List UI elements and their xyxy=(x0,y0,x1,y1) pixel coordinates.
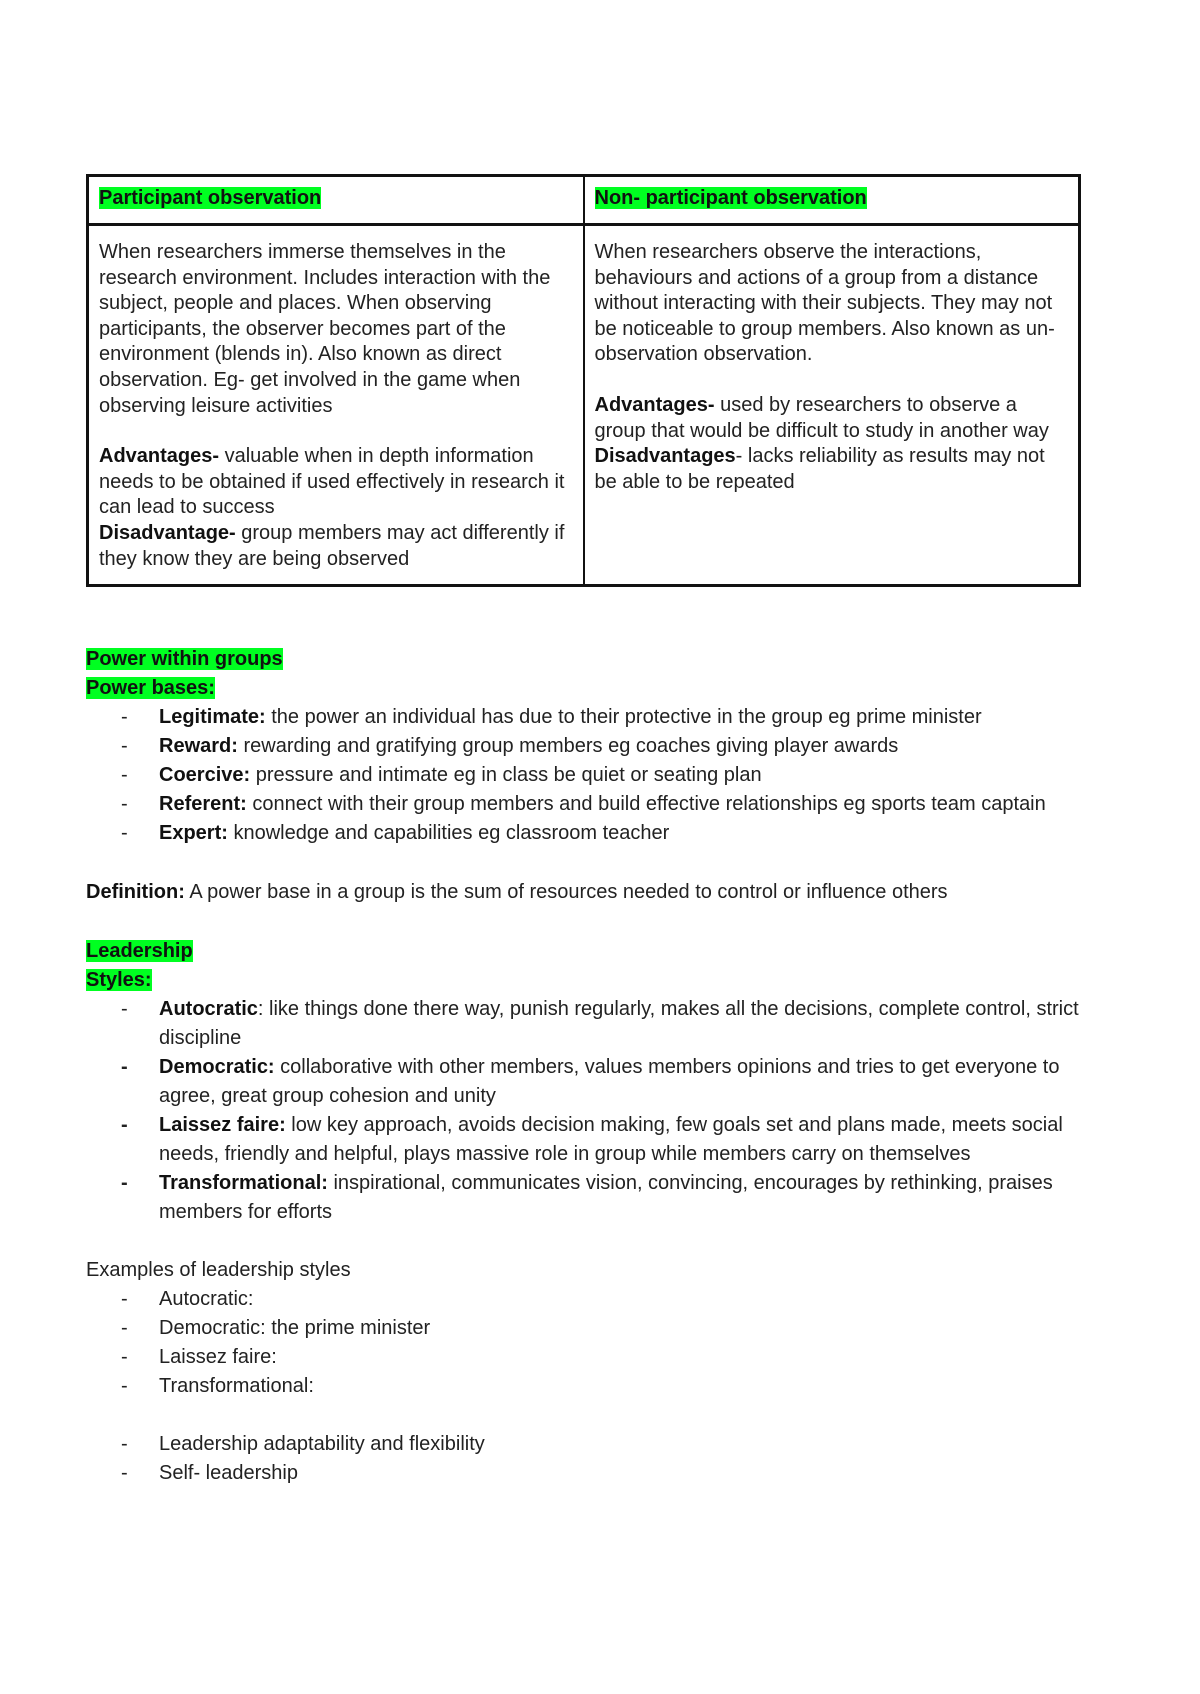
examples-title: Examples of leadership styles xyxy=(86,1259,351,1282)
table-header-non-participant: Non- participant observation xyxy=(584,176,1080,225)
list-item: - Legitimate: the power an individual has due to their protective in the group eg prime minister xyxy=(121,706,982,729)
document-page xyxy=(86,174,1081,1488)
list-item: - Laissez faire: xyxy=(121,1346,277,1369)
non-participant-intro: When researchers observe the interactions, behaviours and actions of a group from a distance without interacting with their subjects. They may not be noticeable to group members. Also known as un-observation observation. xyxy=(594,241,1055,366)
participant-advantages: Advantages- valuable when in depth information needs to be obtained if used effectively in research it can lead to success xyxy=(99,445,565,519)
power-bases-list xyxy=(86,703,1081,848)
list-item: - Autocratic: like things done there way, punish regularly, makes all the decisions, complete control, strict discipline xyxy=(121,998,1079,1050)
examples-list xyxy=(86,1285,1081,1401)
list-item: - Leadership adaptability and flexibility xyxy=(121,1433,485,1456)
list-item: - Transformational: xyxy=(121,1375,314,1398)
participant-disadvantage: Disadvantage- group members may act differently if they know they are being observed xyxy=(99,521,565,570)
non-participant-cell xyxy=(584,225,1080,586)
leadership-heading: Leadership xyxy=(86,940,193,963)
power-heading: Power within groups xyxy=(86,648,283,671)
list-item: - Laissez faire: low key approach, avoids decision making, few goals set and plans made, meets social needs, friendly and helpful, plays massive role in group while members carry on themselves xyxy=(121,1114,1063,1166)
power-definition: Definition: A power base in a group is the sum of resources needed to control or influence others xyxy=(86,881,948,904)
non-participant-disadvantages: Disadvantages- lacks reliability as results may not be able to be repeated xyxy=(594,445,1045,493)
list-item: - Referent: connect with their group members and build effective relationships eg sports team captain xyxy=(121,793,1046,816)
list-item: - Democratic: the prime minister xyxy=(121,1317,431,1340)
list-item: - Coercive: pressure and intimate eg in class be quiet or seating plan xyxy=(121,764,762,787)
list-item: - Expert: knowledge and capabilities eg classroom teacher xyxy=(121,822,670,845)
list-item: - Autocratic: xyxy=(121,1288,254,1311)
list-item: - Reward: rewarding and gratifying group members eg coaches giving player awards xyxy=(121,735,899,758)
list-item: - Democratic: collaborative with other members, values members opinions and tries to get everyone to agree, great group cohesion and unity xyxy=(121,1056,1060,1108)
non-participant-advantages: Advantages- used by researchers to observe a group that would be difficult to study in another way xyxy=(594,393,1049,442)
list-item: - Self- leadership xyxy=(121,1462,298,1485)
power-section xyxy=(86,645,1081,907)
participant-intro: When researchers immerse themselves in the research environment. Includes interaction with the subject, people and places. When observing participants, the observer becomes part of the environment (blends in). Also known as direct observation. Eg- get involved in the game when observing leisure activities xyxy=(99,241,551,417)
observation-table xyxy=(86,174,1081,587)
extra-list xyxy=(86,1430,1081,1488)
leadership-section xyxy=(86,937,1081,1488)
list-item: - Transformational: inspirational, communicates vision, convincing, encourages by rethinking, praises members for efforts xyxy=(121,1172,1053,1224)
participant-cell xyxy=(88,225,584,586)
leadership-subheading: Styles: xyxy=(86,969,152,992)
leadership-styles-list xyxy=(86,995,1081,1227)
power-subheading: Power bases: xyxy=(86,677,215,700)
table-header-participant: Participant observation xyxy=(88,176,584,225)
